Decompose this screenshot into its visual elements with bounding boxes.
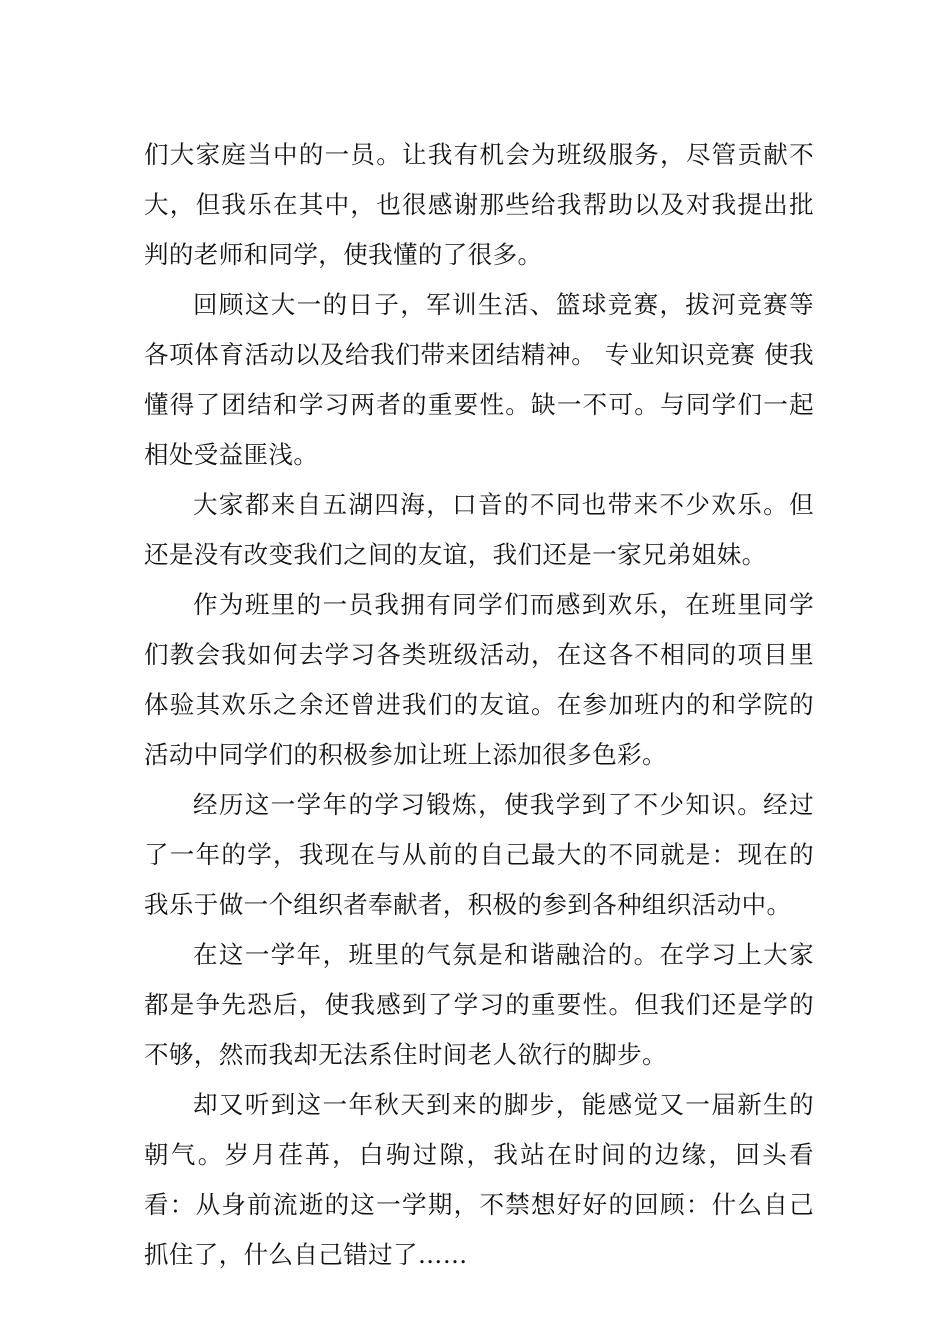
paragraph-atmosphere: 在这一学年，班里的气氛是和谐融洽的。在学习上大家都是争先恐后，使我感到了学习的重要性。但我们还是学的不够，然而我却无法系住时间老人欲行的脚步。 xyxy=(144,940,814,1069)
document-body xyxy=(144,130,814,1280)
paragraph-experience: 经历这一学年的学习锻炼，使我学到了不少知识。经过了一年的学，我现在与从前的自己最大的不同就是：现在的我乐于做一个组织者奉献者，积极的参到各种组织活动中。 xyxy=(144,790,814,919)
paragraph-review: 回顾这大一的日子，军训生活、篮球竞赛，拔河竞赛等各项体育活动以及给我们带来团结精神。 专业知识竞赛 使我懂得了团结和学习两者的重要性。缺一不可。与同学们一起相处受益匪浅。 xyxy=(144,290,814,469)
paragraph-class-member: 作为班里的一员我拥有同学们而感到欢乐，在班里同学们教会我如何去学习各类班级活动，在这各不相同的项目里体验其欢乐之余还曾进我们的友谊。在参加班内的和学院的活动中同学们的积极参加让班上添加很多色彩。 xyxy=(144,590,814,769)
paragraph-classmates: 大家都来自五湖四海，口音的不同也带来不少欢乐。但还是没有改变我们之间的友谊，我们还是一家兄弟姐妹。 xyxy=(144,490,814,569)
paragraph-continued: 们大家庭当中的一员。让我有机会为班级服务，尽管贡献不大，但我乐在其中，也很感谢那些给我帮助以及对我提出批判的老师和同学，使我懂的了很多。 xyxy=(144,140,814,269)
paragraph-autumn: 却又听到这一年秋天到来的脚步，能感觉又一届新生的朝气。岁月荏苒，白驹过隙，我站在时间的边缘，回头看看：从身前流逝的这一学期，不禁想好好的回顾：什么自己抓住了，什么自己错过了…… xyxy=(144,1090,814,1269)
